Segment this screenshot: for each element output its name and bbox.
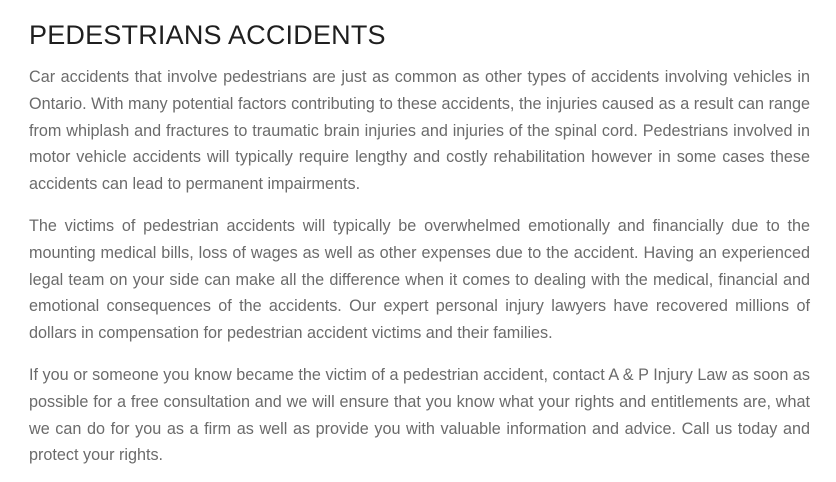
page-title: PEDESTRIANS ACCIDENTS (29, 20, 386, 50)
paragraph-intro: Car accidents that involve pedestrians are just as common as other types of accidents involving vehicles in Ontario. With many potential factors contributing to these accidents, the injuries caused as a result can range from whiplash and fractures to traumatic brain injuries and injuries of the spinal cord. Pedestrians involved in motor vehicle accidents will typically require lengthy and costly rehabilitation however in some cases these accidents can lead to permanent impairments. (29, 68, 810, 194)
paragraph-contact: If you or someone you know became the victim of a pedestrian accident, contact A & P Injury Law as soon as possible for a free consultation and we will ensure that you know what your rights and entitlements are, what we can do for you as a firm as well as provide you with valuable information and advice. Call us today and protect your rights. (29, 365, 810, 465)
paragraph-victims: The victims of pedestrian accidents will typically be overwhelmed emotionally and financially due to the mounting medical bills, loss of wages as well as other expenses due to the accident. Having an experienced legal team on your side can make all the difference when it comes to dealing with the medical, financial and emotional consequences of the accidents. Our expert personal injury lawyers have recovered millions of dollars in compensation for pedestrian accident victims and their families. (29, 216, 810, 343)
